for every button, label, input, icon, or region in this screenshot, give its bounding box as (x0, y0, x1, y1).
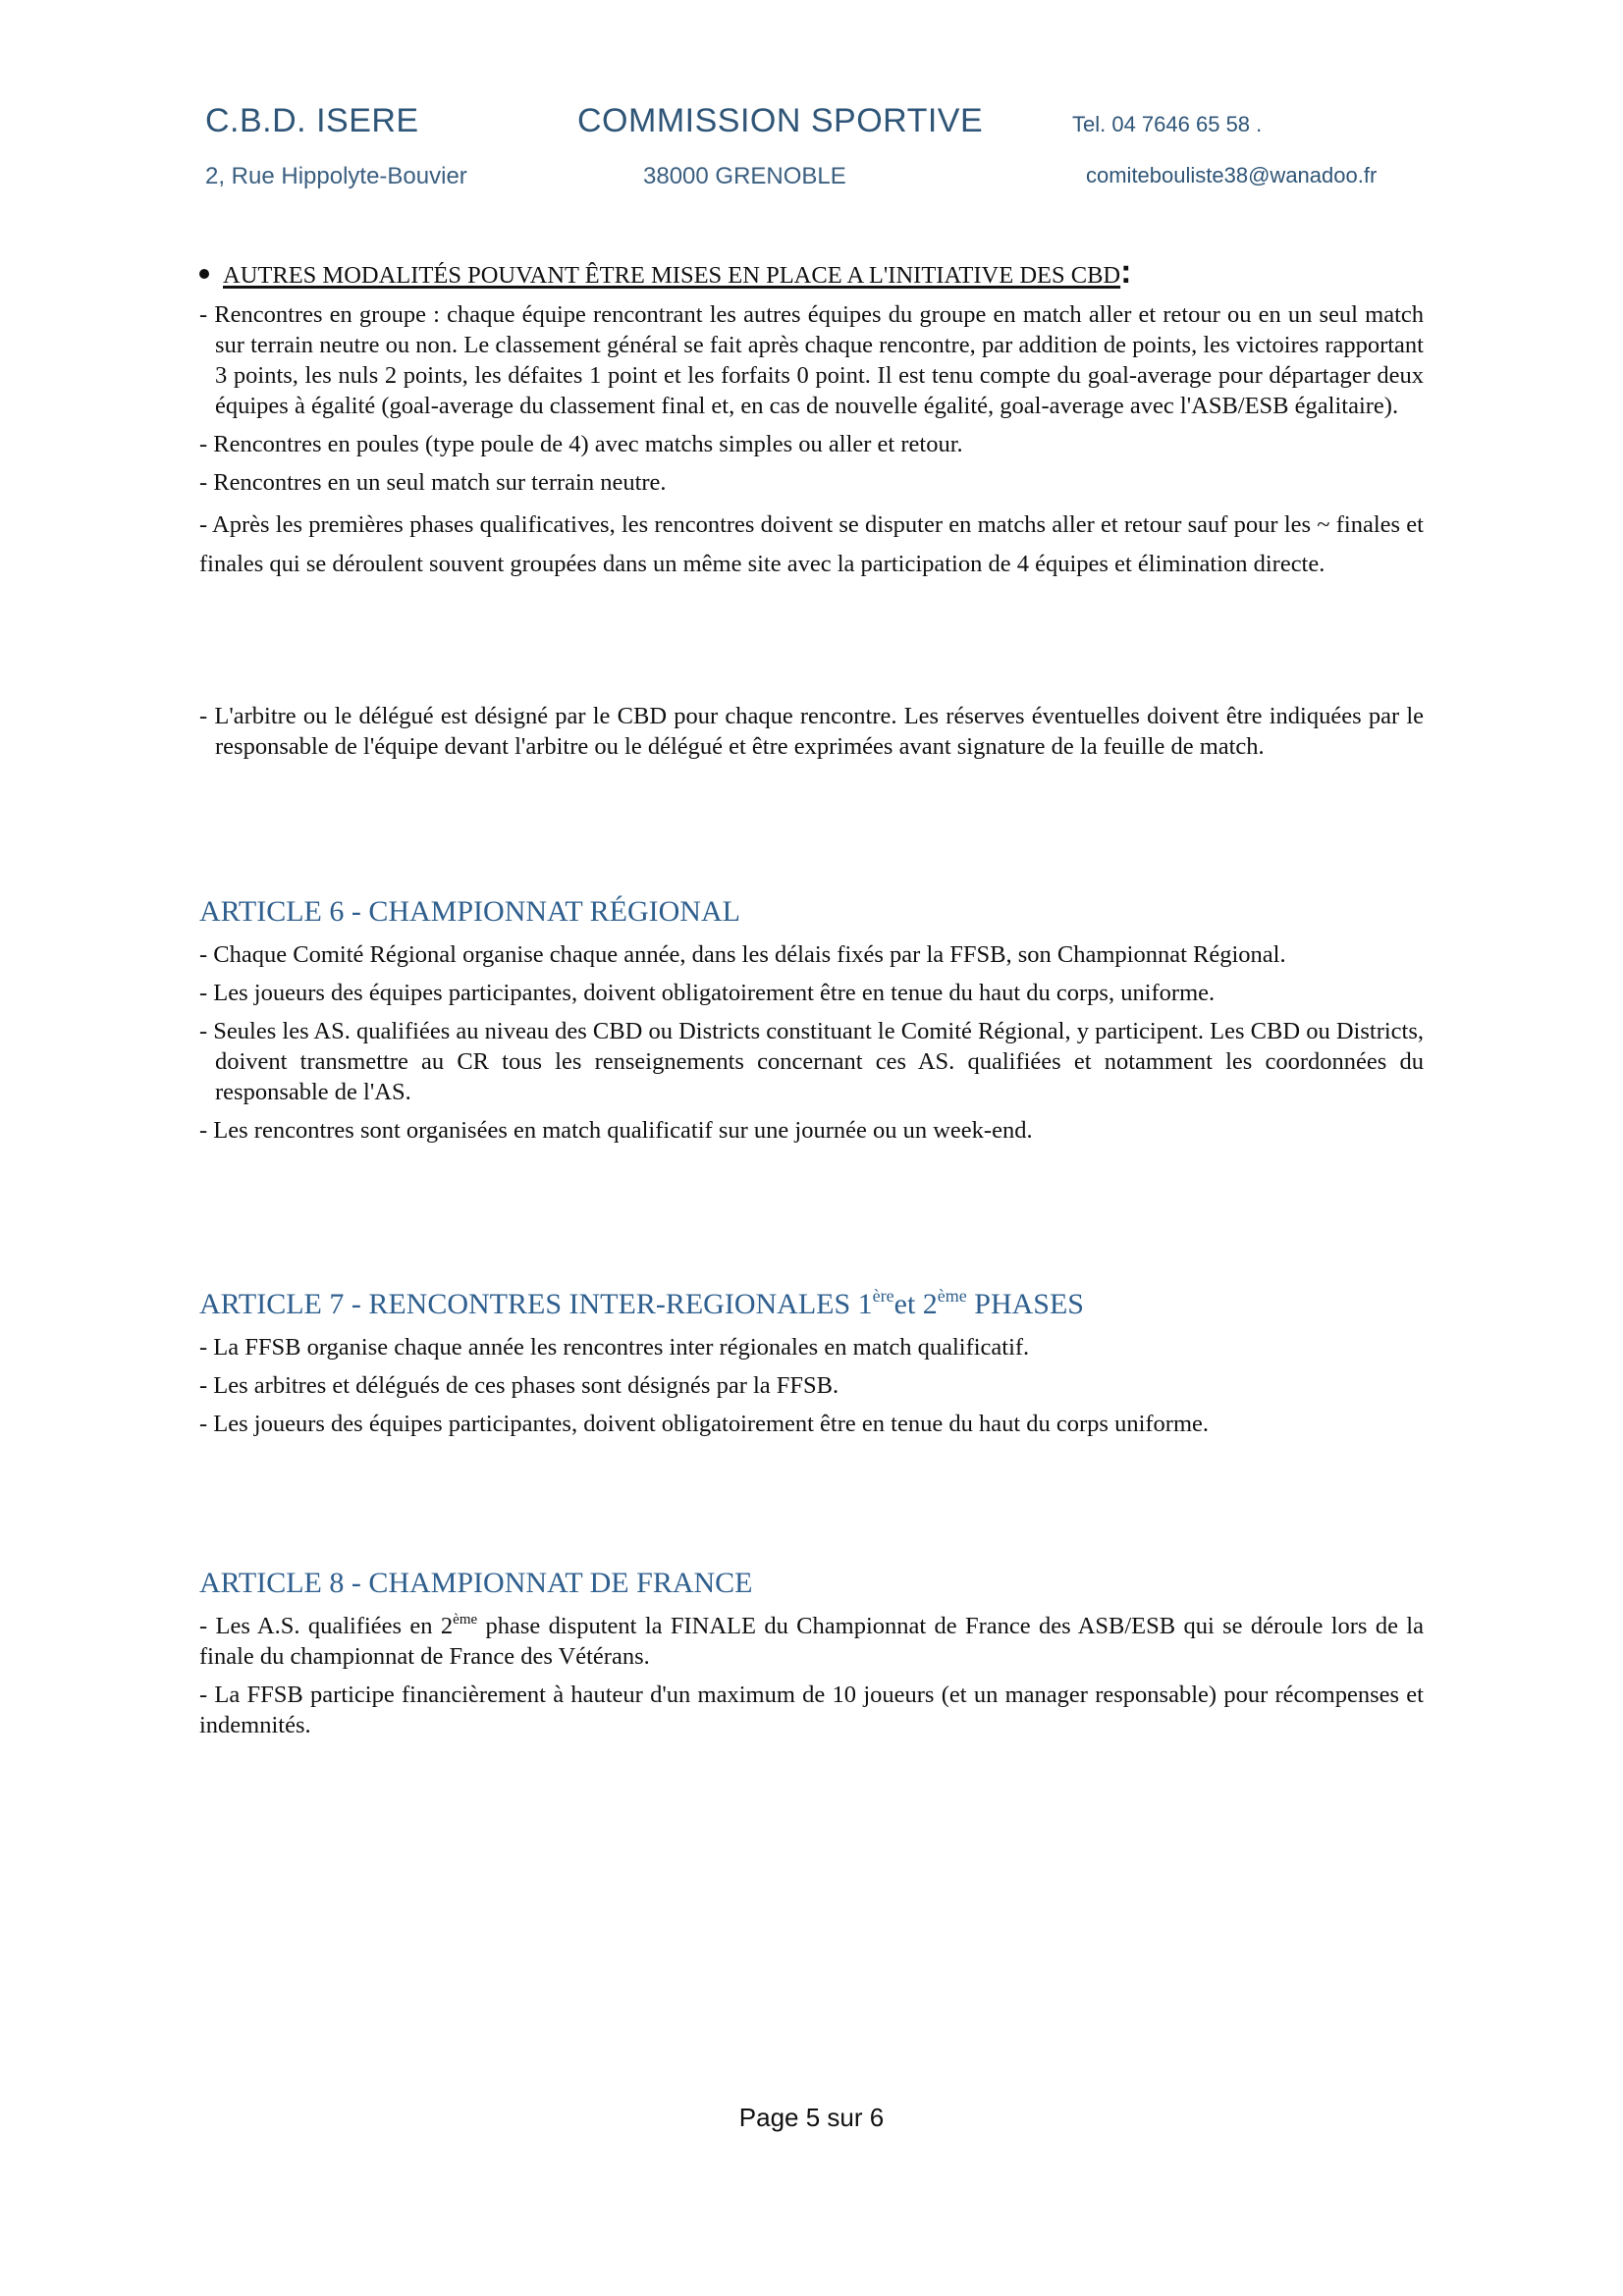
article6-item: - Seules les AS. qualifiées au niveau des CBD ou Districts constituant le Comité Régional, y participent. Les CBD ou Districts, doivent transmettre au CR tous les renseignements concernant ces AS. qualifiées et notamment les coordonnées du responsable de l'AS. (199, 1018, 1424, 1105)
article8-item1-suffix: phase disputent la FINALE du Championnat de France des ASB/ESB qui se déroule lors de la finale du championnat de France des Vétérans. (199, 1613, 1424, 1670)
modalites-heading-colon: : (1120, 253, 1132, 291)
article7-title (199, 1286, 1084, 1321)
article6-title: ARTICLE 6 - CHAMPIONNAT RÉGIONAL (199, 895, 740, 928)
article7-title-sup2: ème (937, 1286, 967, 1306)
header-phone: Tel. 04 7646 65 58 . (1072, 112, 1263, 136)
arbitre-paragraph: - L'arbitre ou le délégué est désigné par le CBD pour chaque rencontre. Les réserves éventuelles doivent être indiquées par le responsable de l'équipe devant l'arbitre ou le délégué et être exprimées avant signature de la feuille de match. (199, 703, 1424, 760)
article8-item1-prefix: - Les A.S. qualifiées en 2 (199, 1613, 454, 1639)
article8-item-finale (199, 1611, 1424, 1672)
article8-item-ffsb: - La FFSB participe financièrement à hauteur d'un maximum de 10 joueurs (et un manager responsable) pour récompenses et indemnités. (199, 1682, 1424, 1738)
modalites-item-apres-phases: - Après les premières phases qualificatives, les rencontres doivent se disputer en matchs aller et retour sauf pour les ~ finales et finales qui se déroulent souvent groupées dans un même site avec la participation de 4 équipes et élimination directe. (199, 511, 1424, 577)
article6-item: - Les rencontres sont organisées en match qualificatif sur une journée ou un week-end. (199, 1117, 1033, 1144)
modalites-heading (199, 253, 1131, 292)
modalites-item-poules: - Rencontres en poules (type poule de 4) avec matchs simples ou aller et retour. (199, 431, 963, 457)
header-address: 2, Rue Hippolyte-Bouvier (205, 163, 467, 189)
article8-item1-sup: ème (453, 1612, 478, 1628)
bullet-icon (199, 269, 209, 279)
modalites-item-seul-match: - Rencontres en un seul match sur terrain neutre. (199, 469, 667, 496)
article7-title-suffix: PHASES (966, 1288, 1084, 1320)
article7-title-mid: et 2 (893, 1288, 938, 1320)
header-org: C.B.D. ISERE (205, 102, 419, 139)
article7-item: - Les arbitres et délégués de ces phases sont désignés par la FFSB. (199, 1372, 839, 1399)
article7-item: - Les joueurs des équipes participantes, doivent obligatoirement être en tenue du haut du corps uniforme. (199, 1411, 1210, 1437)
header-city: 38000 GRENOBLE (643, 163, 846, 189)
article7-list (199, 1332, 1279, 1439)
modalites-item-groupe: - Rencontres en groupe : chaque équipe rencontrant les autres équipes du groupe en match aller et retour ou en un seul match sur terrain neutre ou non. Le classement général se fait après chaque rencontre, par addition de points, les victoires rapportant 3 points, les nuls 2 points, les défaites 1 point et les forfaits 0 point. Il est tenu compte du goal-average pour départager deux équipes à égalité (goal-average du classement final et, en cas de nouvelle égalité, goal-average avec l'ASB/ESB égalitaire). (199, 301, 1424, 419)
article6-item: - Chaque Comité Régional organise chaque année, dans les délais fixés par la FFSB, son Championnat Régional. (199, 941, 1286, 968)
header-commission: COMMISSION SPORTIVE (577, 102, 984, 139)
article7-item: - La FFSB organise chaque année les rencontres inter régionales en match qualificatif. (199, 1334, 1030, 1361)
article8-title: ARTICLE 8 - CHAMPIONNAT DE FRANCE (199, 1567, 753, 1599)
article8-list (199, 1611, 1424, 1740)
article7-title-prefix: ARTICLE 7 - RENCONTRES INTER-REGIONALES 1 (199, 1288, 873, 1320)
arbitre-paragraph-wrap (199, 701, 1424, 762)
page-number: Page 5 sur 6 (738, 2103, 885, 2132)
article7-title-sup1: ère (872, 1286, 894, 1306)
article6-item: - Les joueurs des équipes participantes, doivent obligatoirement être en tenue du haut du corps, uniforme. (199, 980, 1216, 1006)
modalites-heading-text: AUTRES MODALITÉS POUVANT ÊTRE MISES EN PLACE A L'INITIATIVE DES CBD (223, 262, 1121, 289)
article6-list (199, 939, 1424, 1146)
modalites-list (199, 299, 1424, 584)
header-email: comitebouliste38@wanadoo.fr (1086, 163, 1378, 187)
